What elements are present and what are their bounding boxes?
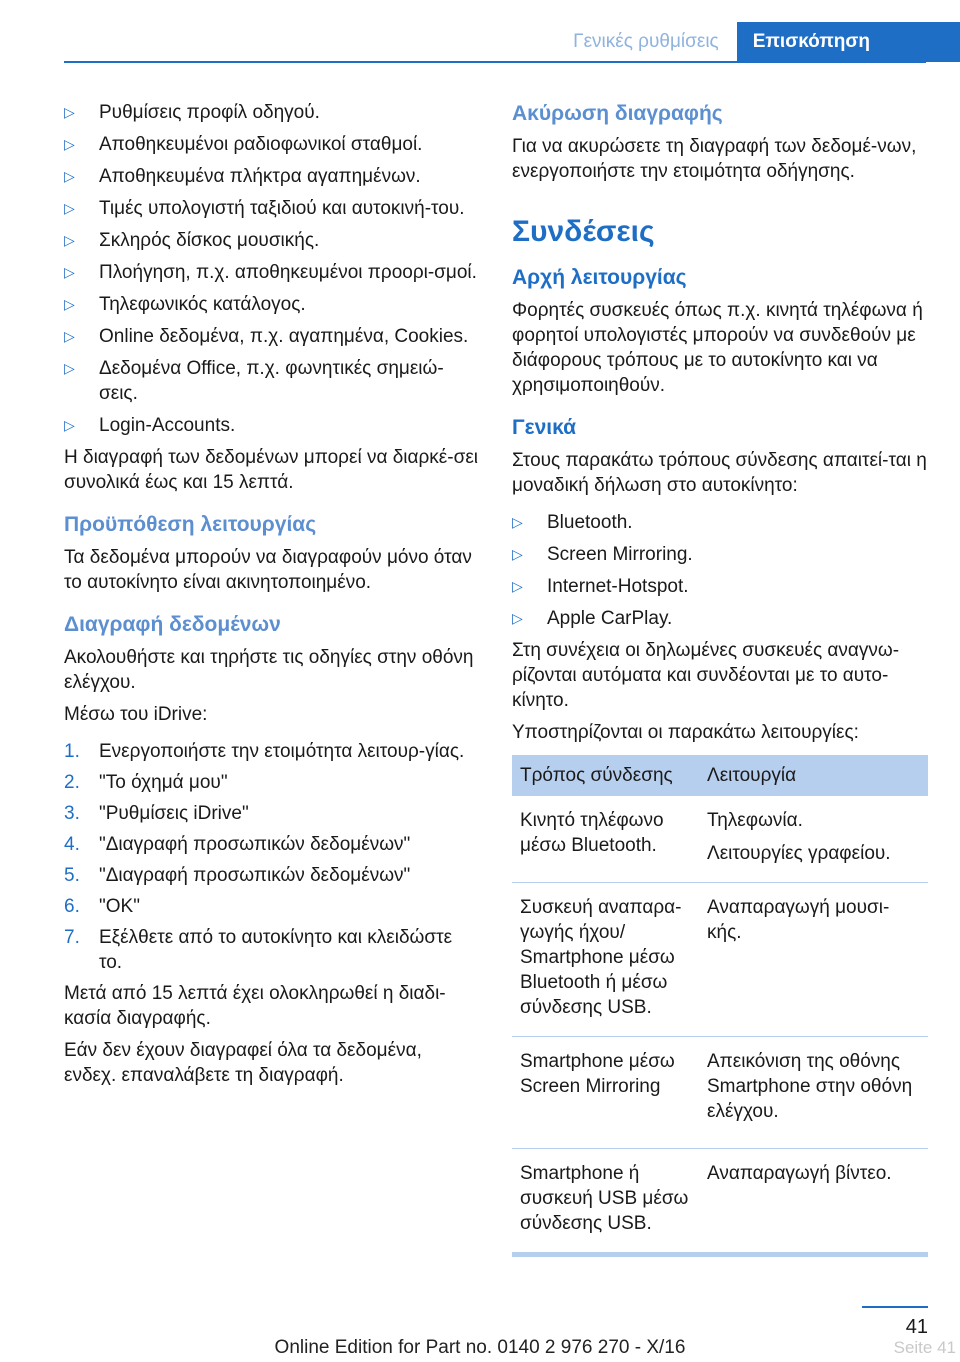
list-item: ▷ Αποθηκευμένα πλήκτρα αγαπημένων. <box>64 166 421 187</box>
list-item: ▷ Online δεδομένα, π.χ. αγαπημένα, Cookies. <box>64 326 469 347</box>
delete-intro-text: Ακολουθήστε και τηρήστε τις οδηγίες στην οθόνη ελέγχου. <box>64 647 474 693</box>
cancel-heading: Ακύρωση διαγραφής <box>512 102 723 125</box>
triangle-bullet-icon: ▷ <box>64 136 75 152</box>
triangle-bullet-icon: ▷ <box>64 360 75 376</box>
cancel-text: Για να ακυρώσετε τη διαγραφή των δεδομέ-νων, ενεργοποιήστε την ετοιμότητα οδήγησης. <box>512 136 917 182</box>
table-row <box>512 1149 928 1253</box>
repeat-text: Εάν δεν έχουν διαγραφεί όλα τα δεδομένα, ενδεχ. επαναλάβετε τη διαγραφή. <box>64 1040 422 1086</box>
table-cell: Αναπαραγωγή βίντεο. <box>707 1163 892 1184</box>
triangle-bullet-icon: ▷ <box>64 168 75 184</box>
triangle-bullet-icon: ▷ <box>512 546 523 562</box>
step-item: 7. Εξέλθετε από το αυτοκίνητο και κλειδώστε το. <box>64 927 453 973</box>
table-cell: Αναπαραγωγή μουσι-κής. <box>699 883 928 1037</box>
general-heading: Γενικά <box>512 416 577 439</box>
triangle-bullet-icon: ▷ <box>512 514 523 530</box>
list-item: ▷ Internet-Hotspot. <box>512 576 689 597</box>
list-item: ▷ Bluetooth. <box>512 512 633 533</box>
list-item: ▷ Τηλεφωνικός κατάλογος. <box>64 294 306 315</box>
watermark-text: Seite 41 <box>893 1338 956 1357</box>
triangle-bullet-icon: ▷ <box>64 296 75 312</box>
triangle-bullet-icon: ▷ <box>64 104 75 120</box>
step-item: 3. "Ρυθμίσεις iDrive" <box>64 803 249 824</box>
connections-heading: Συνδέσεις <box>512 215 655 248</box>
list-item: ▷ Login-Accounts. <box>64 415 236 436</box>
table-row <box>512 796 928 883</box>
footer-rule <box>862 1306 928 1308</box>
right-column <box>512 100 928 1257</box>
table-header-row <box>512 755 928 796</box>
delete-data-heading: Διαγραφή δεδομένων <box>64 613 281 636</box>
precondition-text: Τα δεδομένα μπορούν να διαγραφούν μόνο όταν το αυτοκίνητο είναι ακινητοποιημένο. <box>64 547 472 593</box>
triangle-bullet-icon: ▷ <box>64 328 75 344</box>
table-cell: Smartphone μέσω Screen Mirroring <box>512 1037 699 1149</box>
list-item: ▷ Πλοήγηση, π.χ. αποθηκευμένοι προορι-σμοί. <box>64 262 477 283</box>
recognize-text: Στη συνέχεια οι δηλωμένες συσκευές αναγνω-ρίζονται αυτόματα και συνδέονται με το αυτο-κίνητο. <box>512 640 900 711</box>
precondition-heading: Προϋπόθεση λειτουργίας <box>64 513 317 536</box>
triangle-bullet-icon: ▷ <box>512 610 523 626</box>
header-section-title: Γενικές ρυθμίσεις <box>573 31 719 52</box>
list-item: ▷ Σκληρός δίσκος μουσικής. <box>64 230 320 251</box>
table-cell: Κινητό τηλέφωνο μέσω Bluetooth. <box>512 796 699 883</box>
table-cell: Απεικόνιση της οθόνης Smartphone στην οθόνη ελέγχου. <box>699 1037 928 1149</box>
table-cell: Συσκευή αναπαρα-γωγής ήχου/ Smartphone μέσω Bluetooth ή μέσω σύνδεσης USB. <box>512 883 699 1037</box>
table-header-cell: Τρόπος σύνδεσης <box>512 755 699 796</box>
list-item: ▷ Apple CarPlay. <box>512 608 673 629</box>
table-row <box>512 883 928 1037</box>
triangle-bullet-icon: ▷ <box>64 264 75 280</box>
step-item: 5. "Διαγραφή προσωπικών δεδομένων" <box>64 865 411 886</box>
list-item: ▷ Ρυθμίσεις προφίλ οδηγού. <box>64 102 320 123</box>
list-item: ▷ Screen Mirroring. <box>512 544 693 565</box>
supported-text: Υποστηρίζονται οι παρακάτω λειτουργίες: <box>512 722 859 743</box>
table-bottom-rule <box>512 1252 928 1257</box>
triangle-bullet-icon: ▷ <box>64 417 75 433</box>
step-item: 6. "OK" <box>64 896 140 917</box>
edition-text: Online Edition for Part no. 0140 2 976 270 - X/16 <box>274 1337 686 1358</box>
table-row <box>512 1037 928 1149</box>
header-rule <box>64 61 926 63</box>
triangle-bullet-icon: ▷ <box>64 200 75 216</box>
general-text: Στους παρακάτω τρόπους σύνδεσης απαιτεί-ται η μοναδική δήλωση στο αυτοκίνητο: <box>512 450 927 496</box>
triangle-bullet-icon: ▷ <box>512 578 523 594</box>
principle-text: Φορητές συσκευές όπως π.χ. κινητά τηλέφωνα ή φορητοί υπολογιστές μπορούν να συνδεθούν με διάφορους τρόπους με το αυτοκίνητο και να χρησιμοποιηθούν. <box>512 300 923 396</box>
after-text: Μετά από 15 λεπτά έχει ολοκληρωθεί η διαδι-κασία διαγραφής. <box>64 983 446 1029</box>
step-item: 1. Ενεργοποιήστε την ετοιμότητα λειτουρ-γίας. <box>64 741 465 762</box>
step-item: 4. "Διαγραφή προσωπικών δεδομένων" <box>64 834 411 855</box>
via-idrive-text: Μέσω του iDrive: <box>64 704 208 725</box>
page-header <box>573 22 960 62</box>
left-column <box>64 100 478 1095</box>
step-item: 2. "Το όχημά μου" <box>64 772 228 793</box>
connection-table <box>512 755 928 1252</box>
page-number: 41 <box>905 1316 928 1338</box>
triangle-bullet-icon: ▷ <box>64 232 75 248</box>
list-item: ▷ Αποθηκευμένοι ραδιοφωνικοί σταθμοί. <box>64 134 423 155</box>
principle-heading: Αρχή λειτουργίας <box>512 266 687 289</box>
duration-text: Η διαγραφή των δεδομένων μπορεί να διαρκέ-σει συνολικά έως και 15 λεπτά. <box>64 447 479 493</box>
table-header-cell: Λειτουργία <box>699 755 928 796</box>
header-chapter-tab: Επισκόπηση <box>737 22 960 62</box>
table-cell: Τηλεφωνία. Λειτουργίες γραφείου. <box>699 796 928 883</box>
list-item: ▷ Δεδομένα Office, π.χ. φωνητικές σημειώ-σεις. <box>64 358 444 404</box>
table-cell: Smartphone ή συσκευή USB μέσω σύνδεσης USB. <box>520 1163 689 1234</box>
list-item: ▷ Τιμές υπολογιστή ταξιδιού και αυτοκινή-του. <box>64 198 465 219</box>
